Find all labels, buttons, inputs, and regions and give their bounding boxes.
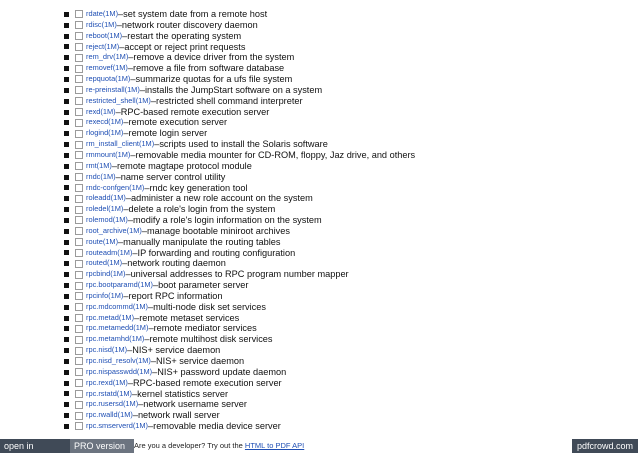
- command-link[interactable]: rpc.rexd(1M): [86, 377, 128, 387]
- command-description: RPC-based remote execution server: [133, 377, 282, 388]
- command-link[interactable]: root_archive(1M): [86, 225, 142, 235]
- list-item: [64, 356, 415, 367]
- list-item: [64, 161, 415, 172]
- checkbox[interactable]: [75, 412, 83, 420]
- checkbox[interactable]: [75, 260, 83, 268]
- list-item: [64, 183, 415, 194]
- bullet-icon: [64, 175, 69, 180]
- bullet-icon: [64, 142, 69, 147]
- command-description: report RPC information: [128, 290, 223, 301]
- list-item: [64, 248, 415, 259]
- separator: –: [118, 9, 124, 19]
- pdfcrowd-brand-link[interactable]: pdfcrowd.com: [572, 439, 638, 453]
- checkbox[interactable]: [75, 227, 83, 235]
- list-item: [64, 410, 415, 421]
- separator: –: [125, 193, 131, 204]
- separator: –: [148, 323, 154, 334]
- command-link[interactable]: rexd(1M): [86, 106, 116, 116]
- bullet-icon: [64, 316, 69, 321]
- command-link[interactable]: rndc-confgen(1M): [86, 182, 145, 192]
- checkbox[interactable]: [75, 206, 83, 214]
- command-description: modify a role's login information on the system: [133, 215, 322, 226]
- command-link[interactable]: restricted_shell(1M): [86, 95, 151, 105]
- bullet-icon: [64, 88, 69, 93]
- separator: –: [125, 269, 131, 280]
- command-link[interactable]: removef(1M): [86, 63, 128, 73]
- command-description: administer a new role account on the system: [130, 193, 313, 204]
- command-link[interactable]: rpc.metad(1M): [86, 312, 135, 322]
- html-to-pdf-api-link[interactable]: HTML to PDF API: [244, 441, 305, 450]
- bullet-icon: [64, 66, 69, 71]
- command-description: boot parameter server: [158, 280, 249, 291]
- bullet-icon: [64, 99, 69, 104]
- separator: –: [152, 366, 158, 377]
- checkbox[interactable]: [75, 347, 83, 355]
- separator: –: [128, 52, 134, 63]
- checkbox[interactable]: [75, 249, 83, 257]
- checkbox[interactable]: [75, 21, 83, 29]
- bullet-icon: [64, 218, 69, 223]
- command-description: network rwall server: [137, 410, 220, 421]
- list-item: [64, 399, 415, 410]
- separator: –: [139, 84, 145, 95]
- command-description: remove a device driver from the system: [133, 52, 295, 63]
- command-description: remote magtape protocol module: [117, 160, 252, 171]
- command-link[interactable]: rpcbind(1M): [86, 269, 126, 279]
- list-item: [64, 389, 415, 400]
- checkbox[interactable]: [75, 368, 83, 376]
- command-description: name server control utility: [120, 171, 226, 182]
- list-item: [64, 280, 415, 291]
- command-link[interactable]: route(1M): [86, 236, 119, 246]
- list-item: [64, 291, 415, 302]
- command-link[interactable]: rdisc(1M): [86, 19, 117, 29]
- command-description: remove a file from software database: [133, 63, 285, 74]
- bullet-icon: [64, 348, 69, 353]
- separator: –: [132, 410, 138, 421]
- bullet-icon: [64, 55, 69, 60]
- bullet-icon: [64, 413, 69, 418]
- bullet-icon: [64, 131, 69, 136]
- bullet-icon: [64, 250, 69, 255]
- bullet-icon: [64, 153, 69, 158]
- command-description: network router discovery daemon: [121, 19, 258, 30]
- list-item: [64, 204, 415, 215]
- bullet-icon: [64, 44, 69, 49]
- checkbox[interactable]: [75, 422, 83, 430]
- list-item: [64, 139, 415, 150]
- list-item: [64, 215, 415, 226]
- bullet-icon: [64, 77, 69, 82]
- separator: –: [154, 139, 160, 150]
- separator: –: [118, 236, 124, 247]
- separator: –: [144, 334, 150, 345]
- checkbox[interactable]: [75, 65, 83, 73]
- command-description: summarize quotas for a ufs file system: [135, 74, 293, 85]
- bullet-icon: [64, 337, 69, 342]
- command-description: NIS+ password update daemon: [157, 366, 287, 377]
- separator: –: [123, 128, 129, 139]
- list-item: [64, 345, 415, 356]
- command-description: set system date from a remote host: [123, 9, 268, 19]
- bullet-icon: [64, 359, 69, 364]
- separator: –: [130, 149, 136, 160]
- checkbox[interactable]: [75, 173, 83, 181]
- command-description: remote mediator services: [153, 323, 257, 334]
- command-link[interactable]: rpcinfo(1M): [86, 290, 124, 300]
- checkbox[interactable]: [75, 151, 83, 159]
- list-item: [64, 172, 415, 183]
- command-link[interactable]: rpc.metamhd(1M): [86, 334, 145, 344]
- checkbox[interactable]: [75, 108, 83, 116]
- list-item: [64, 96, 415, 107]
- bullet-icon: [64, 272, 69, 277]
- list-item: [64, 63, 415, 74]
- command-link[interactable]: rpc.mdcommd(1M): [86, 301, 149, 311]
- list-item: [64, 193, 415, 204]
- checkbox[interactable]: [75, 43, 83, 51]
- checkbox[interactable]: [75, 97, 83, 105]
- pdfcrowd-footer: [0, 439, 638, 465]
- bullet-icon: [64, 120, 69, 125]
- command-link[interactable]: rmt(1M): [86, 160, 112, 170]
- command-description: network routing daemon: [127, 258, 226, 269]
- separator: –: [111, 160, 117, 171]
- checkbox[interactable]: [75, 401, 83, 409]
- checkbox[interactable]: [75, 216, 83, 224]
- list-item: [64, 323, 415, 334]
- checkbox[interactable]: [75, 195, 83, 203]
- checkbox[interactable]: [75, 32, 83, 40]
- separator: –: [122, 30, 128, 41]
- command-link[interactable]: rpc.smserverd(1M): [86, 421, 149, 431]
- checkbox[interactable]: [75, 282, 83, 290]
- list-item: [64, 150, 415, 161]
- command-description: multi-node disk set services: [153, 301, 266, 312]
- command-link[interactable]: rexecd(1M): [86, 117, 124, 127]
- separator: –: [119, 41, 125, 52]
- bullet-icon: [64, 391, 69, 396]
- command-link[interactable]: rndc(1M): [86, 171, 116, 181]
- command-link[interactable]: rm_install_client(1M): [86, 139, 155, 149]
- command-description: delete a role's login from the system: [128, 204, 276, 215]
- checkbox[interactable]: [75, 86, 83, 94]
- bullet-icon: [64, 381, 69, 386]
- separator: –: [141, 225, 147, 236]
- command-description: RPC-based remote execution server: [120, 106, 270, 117]
- open-in-browser-button[interactable]: open in browser: [0, 439, 70, 453]
- bullet-icon: [64, 305, 69, 310]
- command-link[interactable]: rem_drv(1M): [86, 52, 129, 62]
- separator: –: [127, 215, 134, 226]
- bullet-icon: [64, 110, 69, 115]
- separator: –: [138, 399, 144, 410]
- bullet-icon: [64, 229, 69, 234]
- bullet-icon: [64, 23, 69, 28]
- list-item: [64, 9, 415, 20]
- checkbox[interactable]: [75, 130, 83, 138]
- checkbox[interactable]: [75, 54, 83, 62]
- command-link[interactable]: rmmount(1M): [86, 149, 131, 159]
- command-description: remote login server: [128, 128, 208, 139]
- list-item: [64, 42, 415, 53]
- bullet-icon: [64, 294, 69, 299]
- command-description: NIS+ service daemon: [156, 356, 245, 366]
- command-description: kernel statistics server: [137, 388, 229, 399]
- list-item: [64, 313, 415, 324]
- command-link[interactable]: rpc.rstatd(1M): [86, 388, 132, 398]
- checkbox[interactable]: [75, 162, 83, 170]
- checkbox[interactable]: [75, 292, 83, 300]
- separator: –: [132, 247, 138, 258]
- bullet-icon: [64, 207, 69, 212]
- command-link[interactable]: reboot(1M): [86, 30, 123, 40]
- separator: –: [134, 312, 140, 323]
- checkbox[interactable]: [75, 336, 83, 344]
- bullet-icon: [64, 402, 69, 407]
- command-description: removable media device server: [153, 421, 281, 432]
- bullet-icon: [64, 370, 69, 375]
- separator: –: [116, 19, 122, 30]
- bullet-icon: [64, 326, 69, 331]
- bullet-icon: [64, 164, 69, 169]
- list-item: [64, 74, 415, 85]
- command-link[interactable]: rpc.metamedd(1M): [86, 323, 149, 333]
- bullet-icon: [64, 34, 69, 39]
- command-description: restricted shell command interpreter: [156, 95, 303, 106]
- command-description: restart the operating system: [127, 30, 242, 41]
- separator: –: [150, 95, 157, 106]
- command-description: manage bootable miniroot archives: [146, 225, 290, 236]
- command-link[interactable]: rdate(1M): [86, 9, 119, 18]
- checkbox[interactable]: [75, 314, 83, 322]
- command-link[interactable]: routed(1M): [86, 258, 123, 268]
- separator: –: [132, 388, 138, 399]
- separator: –: [123, 204, 129, 215]
- bullet-icon: [64, 185, 69, 190]
- bullet-icon: [64, 12, 69, 17]
- separator: –: [115, 171, 121, 182]
- checkbox[interactable]: [75, 390, 83, 398]
- command-description: NIS+ service daemon: [132, 345, 221, 356]
- command-description: remote multihost disk services: [149, 334, 273, 345]
- list-item: [64, 52, 415, 63]
- checkbox[interactable]: [75, 325, 83, 333]
- command-link[interactable]: roleadd(1M): [86, 193, 126, 203]
- command-description: installs the JumpStart software on a system: [144, 84, 323, 95]
- separator: –: [148, 421, 154, 432]
- promo-text: [134, 439, 304, 453]
- list-item: [64, 237, 415, 248]
- checkbox[interactable]: [75, 238, 83, 246]
- command-description: remote metaset services: [139, 312, 240, 323]
- bullet-icon: [64, 424, 69, 429]
- command-link[interactable]: repquota(1M): [86, 74, 131, 84]
- command-link[interactable]: rpc.rusersd(1M): [86, 399, 139, 409]
- separator: –: [130, 74, 136, 85]
- checkbox[interactable]: [75, 10, 83, 18]
- list-item: [64, 20, 415, 31]
- list-item: [64, 302, 415, 313]
- separator: –: [150, 356, 157, 366]
- command-description: rndc key generation tool: [149, 182, 248, 193]
- list-item: [64, 334, 415, 345]
- pro-version-button[interactable]: PRO version: [70, 439, 134, 453]
- separator: –: [123, 117, 129, 128]
- command-link[interactable]: rpc.nisd(1M): [86, 345, 128, 355]
- command-link[interactable]: rpc.nisd_resolv(1M): [86, 356, 151, 365]
- command-description: removable media mounter for CD-ROM, floppy, Jaz drive, and others: [135, 149, 416, 160]
- separator: –: [127, 345, 133, 356]
- list-item: [64, 107, 415, 118]
- checkbox[interactable]: [75, 184, 83, 192]
- command-description: network username server: [143, 399, 247, 410]
- bullet-icon: [64, 261, 69, 266]
- list-item: [64, 226, 415, 237]
- command-link[interactable]: rpc.rwalld(1M): [86, 410, 133, 420]
- separator: –: [148, 301, 154, 312]
- command-link[interactable]: re-preinstall(1M): [86, 84, 140, 94]
- separator: –: [115, 106, 121, 117]
- separator: –: [127, 63, 134, 74]
- command-description: scripts used to install the Solaris software: [159, 139, 328, 150]
- separator: –: [123, 290, 129, 301]
- separator: –: [127, 377, 134, 388]
- checkbox[interactable]: [75, 75, 83, 83]
- command-link[interactable]: reject(1M): [86, 41, 120, 51]
- command-list: [64, 9, 415, 432]
- list-item: [64, 421, 415, 432]
- list-item: [64, 31, 415, 42]
- command-description: IP forwarding and routing configuration: [137, 247, 296, 258]
- command-link[interactable]: rlogind(1M): [86, 128, 124, 138]
- list-item: [64, 128, 415, 139]
- separator: –: [144, 182, 150, 193]
- command-description: manually manipulate the routing tables: [123, 236, 281, 247]
- list-item: [64, 378, 415, 389]
- list-item: [64, 117, 415, 128]
- checkbox[interactable]: [75, 271, 83, 279]
- list-item: [64, 269, 415, 280]
- checkbox[interactable]: [75, 303, 83, 311]
- command-link[interactable]: rolemod(1M): [86, 215, 128, 225]
- command-description: remote execution server: [128, 117, 228, 128]
- command-link[interactable]: routeadm(1M): [86, 247, 133, 257]
- bullet-icon: [64, 196, 69, 201]
- checkbox[interactable]: [75, 141, 83, 149]
- checkbox[interactable]: [75, 379, 83, 387]
- command-link[interactable]: rpc.nispasswdd(1M): [86, 366, 153, 376]
- list-item: [64, 85, 415, 96]
- command-description: accept or reject print requests: [124, 41, 246, 52]
- separator: –: [122, 258, 128, 269]
- command-description: universal addresses to RPC program number mapper: [130, 269, 349, 280]
- checkbox[interactable]: [75, 119, 83, 127]
- promo-message: Are you a developer? Try out the: [134, 441, 243, 450]
- command-link[interactable]: rpc.bootparamd(1M): [86, 280, 153, 290]
- list-item: [64, 258, 415, 269]
- list-item: [64, 367, 415, 378]
- bullet-icon: [64, 240, 69, 245]
- separator: –: [152, 280, 159, 291]
- bullet-icon: [64, 283, 69, 288]
- checkbox[interactable]: [75, 357, 83, 365]
- command-link[interactable]: roledel(1M): [86, 204, 124, 214]
